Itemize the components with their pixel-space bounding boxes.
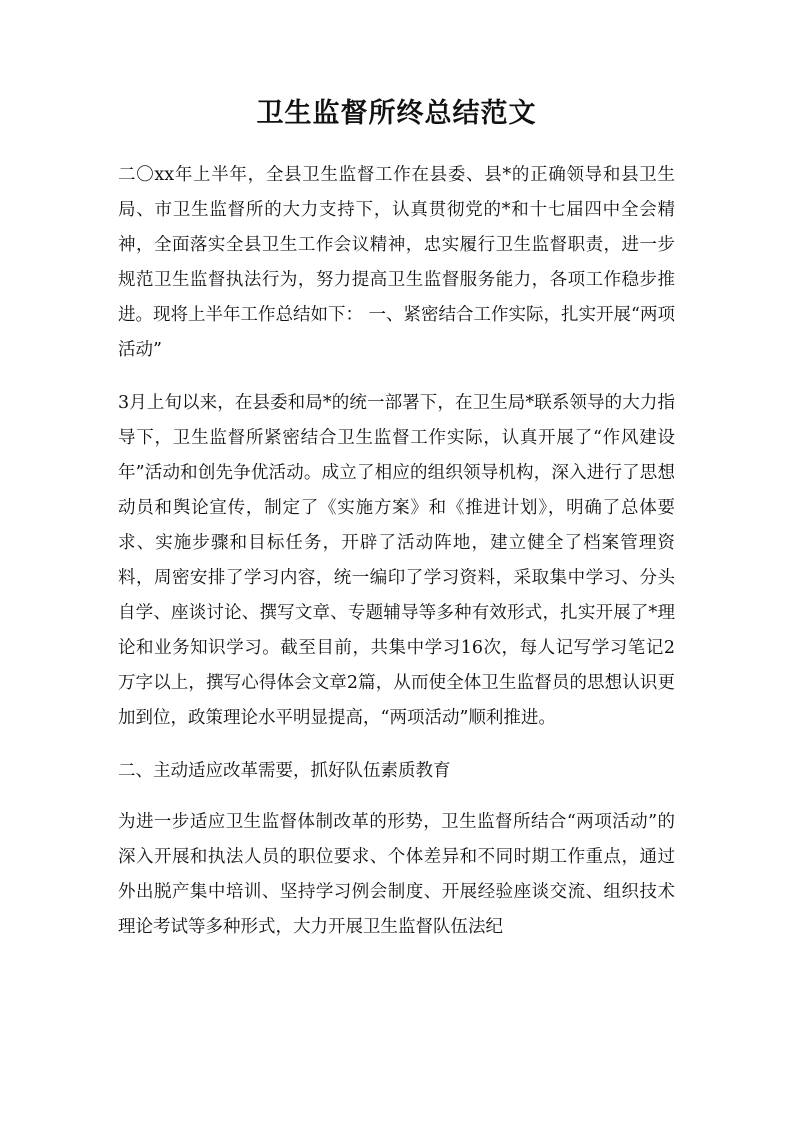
document-title: 卫生监督所终总结范文 [256, 98, 537, 129]
paragraph-activities: 3月上旬以来，在县委和局*的统一部署下，在卫生局*联系领导的大力指导下，卫生监督所紧密结合卫生监督工作实际，认真开展了“作风建设年”活动和创先争优活动。成立了相应的组织领导机构，深入进行了思想动员和舆论宣传，制定了《实施方案》和《推进计划》，明确了总体要求、实施步骤和目标任务，开辟了活动阵地，建立健全了档案管理资料，周密安排了学习内容，统一编印了学习资料，采取集中学习、分头自学、座谈讨论、撰写文章、专题辅导等多种有效形式，扎实开展了*理论和业务知识学习。截至目前，共集中学习16次，每人记写学习笔记2万字以上，撰写心得体会文章2篇，从而使全体卫生监督员的思想认识更加到位，政策理论水平明显提高，“两项活动”顺利推进。 [118, 393, 675, 728]
section-heading-2: 二、主动适应改革需要，抓好队伍素质教育 [118, 761, 451, 781]
paragraph-training: 为进一步适应卫生监督体制改革的形势，卫生监督所结合“两项活动”的深入开展和执法人员的职位要求、个体差异和不同时期工作重点，通过外出脱产集中培训、坚持学习例会制度、开展经验座谈交流、组织技术理论考试等多种形式，大力开展卫生监督队伍法纪 [118, 812, 675, 937]
paragraph-intro: 二〇xx年上半年，全县卫生监督工作在县委、县*的正确领导和县卫生局、市卫生监督所的大力支持下，认真贯彻党的*和十七届四中全会精神，全面落实全县卫生工作会议精神，忠实履行卫生监督职责，进一步规范卫生监督执法行为，努力提高卫生监督服务能力，各项工作稳步推进。现将上半年工作总结如下： 一、紧密结合工作实际，扎实开展“两项活动” [118, 165, 676, 360]
